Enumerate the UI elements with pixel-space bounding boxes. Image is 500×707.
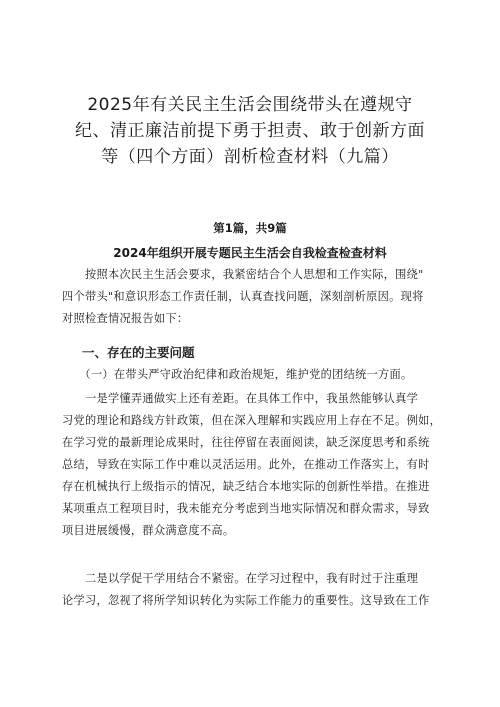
- title-line: 2025年有关民主生活会围绕带头在遵规守: [87, 95, 413, 115]
- text-line: 按照本次民主生活会要求，我紧密结合个人思想和工作实际，围绕": [62, 268, 424, 281]
- text-line: 项目进展缓慢，群众满意度不高。: [62, 524, 235, 537]
- document-title: [70, 92, 430, 170]
- section-heading: 一、存在的主要问题: [82, 345, 195, 360]
- body-paragraph-1: [62, 388, 442, 542]
- title-line: 纪、清正廉洁前提下勇于担责、敢于创新方面: [75, 121, 425, 141]
- text-line: 二是以学促干学用结合不紧密。在学习过程中，我有时过于注重理: [62, 572, 419, 585]
- text-line: 总结，导致在实际工作中难以灵活运用。此外，在推动工作落实上，有时: [62, 458, 430, 471]
- article-title: 2024年组织开展专题民主生活会自我检查检查材料: [113, 246, 387, 260]
- text-line: 四个带头"和意识形态工作责任制，认真查找问题，深刻剖析原因。现将: [62, 290, 424, 303]
- title-line: 等（四个方面）剖析检查材料（九篇）: [101, 147, 399, 167]
- text-line: 习党的理论和路线方针政策，但在深入理解和实践应用上存在不足。例如，: [62, 414, 442, 427]
- body-paragraph-2: [62, 568, 442, 612]
- text-line: 在学习党的最新理论成果时，往往停留在表面阅读，缺乏深度思考和系统: [62, 436, 430, 449]
- text-line: 一是学懂弄通做实上还有差距。在具体工作中，我虽然能够认真学: [62, 392, 419, 405]
- text-line: （一）在带头严守政治纪律和政治规矩，维护党的团结统一方面。: [62, 368, 413, 381]
- intro-paragraph: [62, 264, 442, 330]
- part-label: 第1篇，共9篇: [213, 221, 287, 235]
- text-line: 论学习，忽视了将所学知识转化为实际工作能力的重要性。这导致在工作: [62, 594, 430, 607]
- text-line: 存在机械执行上级指示的情况，缺乏结合本地实际的创新性举措。在推进: [62, 480, 430, 493]
- subsection-heading: [62, 364, 442, 386]
- text-line: 某项重点工程项目时，我未能充分考虑到当地实际情况和群众需求，导致: [62, 502, 430, 515]
- text-line: 对照检查情况报告如下：: [62, 312, 189, 325]
